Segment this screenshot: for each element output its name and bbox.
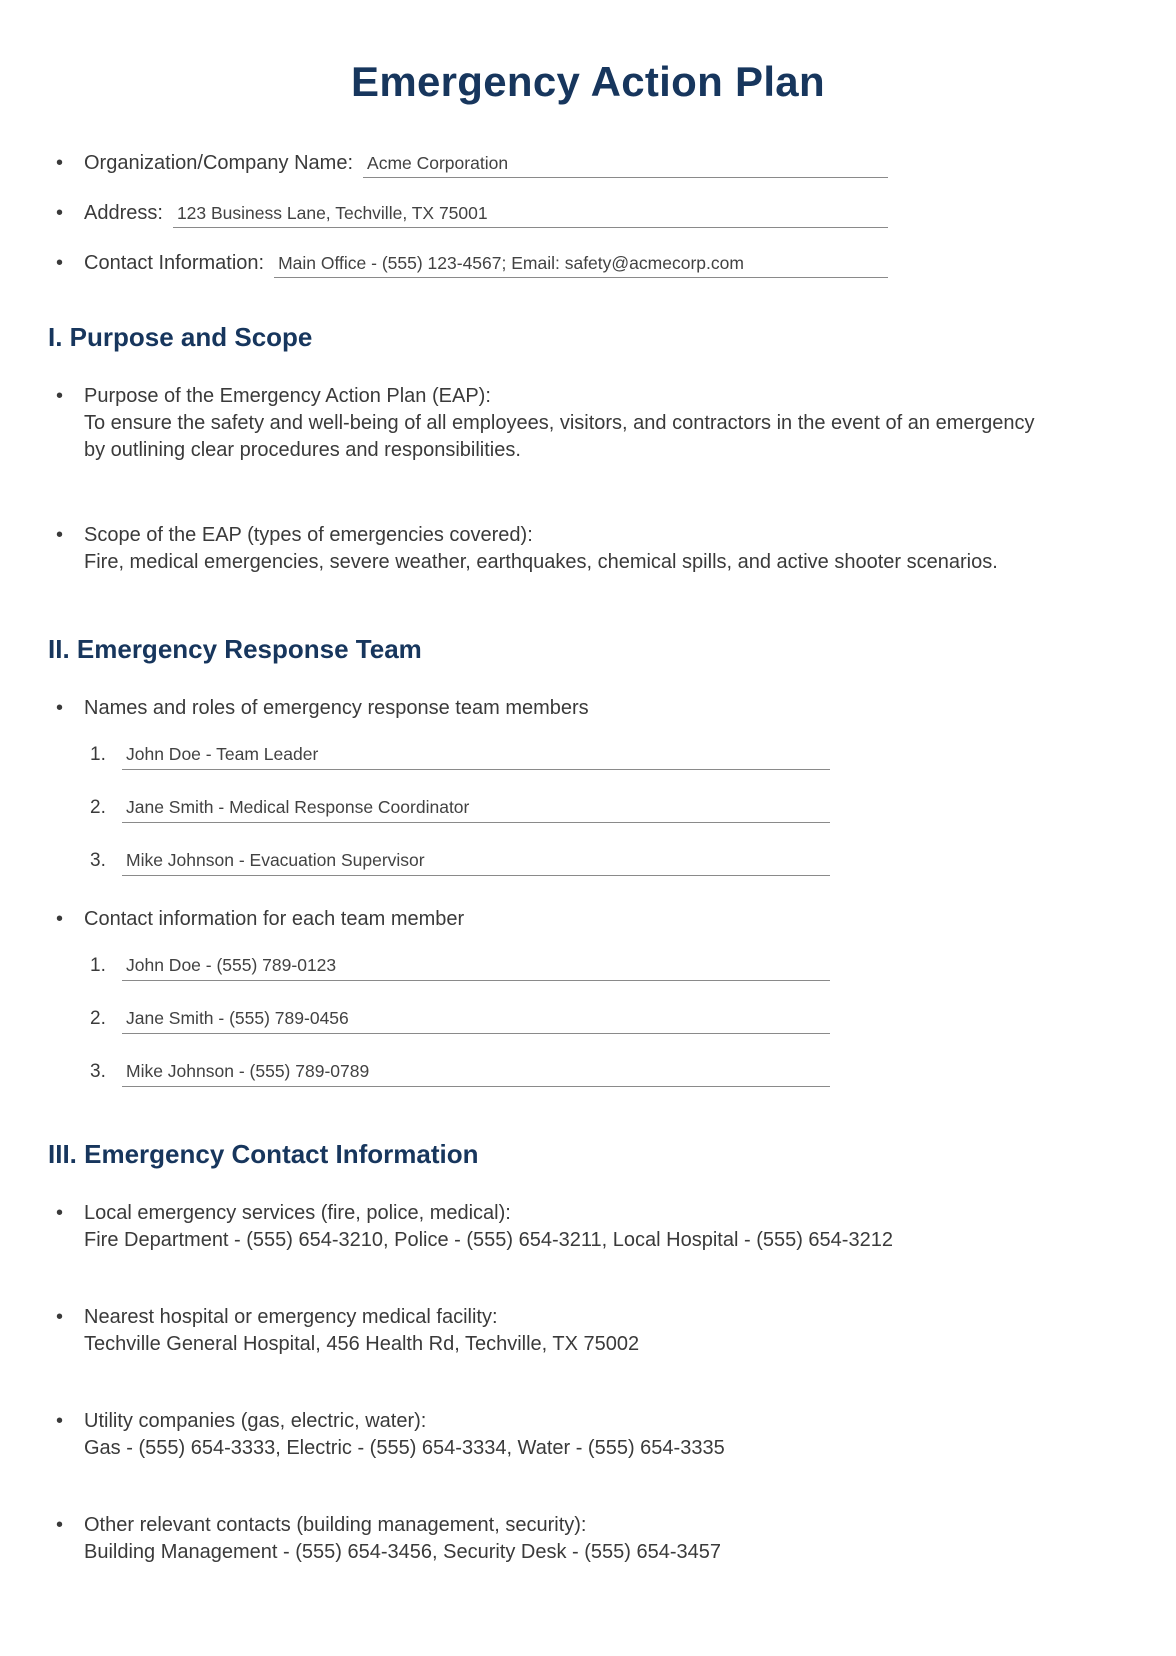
bullet-marker: [48, 697, 84, 720]
qa-block-scope: [48, 522, 1128, 576]
bullet-marker: [48, 152, 84, 175]
section-heading: II. Emergency Response Team: [48, 634, 422, 664]
item-value: Jane Smith - Medical Response Coordinator: [122, 797, 830, 823]
qa-answer: Techville General Hospital, 456 Health Rd, Techville, TX 75002: [84, 1333, 640, 1355]
qa-block-purpose: [48, 383, 1128, 464]
item-number: 1.: [90, 744, 106, 765]
qa-label: Other relevant contacts (building management, security):: [84, 1514, 587, 1536]
item-number: 3.: [90, 850, 106, 871]
item-value: Jane Smith - (555) 789-0456: [122, 1008, 830, 1034]
bullet-marker: [48, 1514, 84, 1537]
qa-label-row: [48, 522, 1128, 549]
field-label: Address:: [84, 202, 163, 224]
field-row-organization: [48, 152, 888, 178]
qa-label: Purpose of the Emergency Action Plan (EAP):: [84, 385, 491, 407]
field-row-contact: [48, 252, 888, 278]
field-value: 123 Business Lane, Techville, TX 75001: [173, 203, 888, 228]
bullet-marker: [48, 1202, 84, 1225]
bullet-marker: [48, 202, 84, 225]
item-value: Mike Johnson - (555) 789-0789: [122, 1061, 830, 1087]
bullet-marker: [48, 524, 84, 547]
section-emergency-response-team: [48, 634, 1128, 1087]
item-value: Mike Johnson - Evacuation Supervisor: [122, 850, 830, 876]
numbered-row: [90, 1061, 830, 1087]
qa-label-row: [48, 1408, 1128, 1435]
qa-label-row: [48, 695, 1128, 722]
qa-label-row: [48, 1200, 1128, 1227]
qa-answer: Gas - (555) 654-3333, Electric - (555) 654-3334, Water - (555) 654-3335: [84, 1437, 725, 1459]
bullet-marker: [48, 908, 84, 931]
qa-label: Scope of the EAP (types of emergencies covered):: [84, 524, 533, 546]
qa-label: Local emergency services (fire, police, medical):: [84, 1202, 511, 1224]
numbered-row: [90, 797, 830, 823]
item-number: 1.: [90, 955, 106, 976]
qa-block-local-services: [48, 1200, 1128, 1254]
bullet-marker: [48, 1410, 84, 1433]
section-heading: III. Emergency Contact Information: [48, 1139, 479, 1169]
field-label: Contact Information:: [84, 252, 265, 274]
qa-block-utility-companies: [48, 1408, 1128, 1462]
qa-answer: To ensure the safety and well-being of all employees, visitors, and contractors in the event of an emergency by outlining clear procedures and responsibilities.: [84, 412, 1035, 461]
item-number: 3.: [90, 1061, 106, 1082]
qa-block-nearest-hospital: [48, 1304, 1128, 1358]
qa-label: Nearest hospital or emergency medical facility:: [84, 1306, 498, 1328]
numbered-row: [90, 955, 830, 981]
qa-label: Contact information for each team member: [84, 908, 465, 930]
qa-label-row: [48, 1304, 1128, 1331]
qa-label: Utility companies (gas, electric, water):: [84, 1410, 427, 1432]
bullet-marker: [48, 385, 84, 408]
qa-answer: Building Management - (555) 654-3456, Security Desk - (555) 654-3457: [84, 1541, 722, 1563]
numbered-row: [90, 1008, 830, 1034]
numbered-list-team-names: [48, 744, 1128, 876]
qa-label-row: [48, 383, 1128, 410]
field-row-address: [48, 202, 888, 228]
item-value: John Doe - Team Leader: [122, 744, 830, 770]
item-number: 2.: [90, 797, 106, 818]
item-value: John Doe - (555) 789-0123: [122, 955, 830, 981]
field-value: Acme Corporation: [363, 153, 888, 178]
section-purpose-and-scope: [48, 322, 1128, 576]
header-fields: [48, 152, 1128, 278]
qa-block-other-contacts: [48, 1512, 1128, 1566]
bullet-marker: [48, 252, 84, 275]
section-emergency-contact-information: [48, 1139, 1128, 1566]
item-number: 2.: [90, 1008, 106, 1029]
qa-label-row: [48, 906, 1128, 933]
qa-answer: Fire, medical emergencies, severe weather, earthquakes, chemical spills, and active shooter scenarios.: [84, 551, 998, 573]
section-heading: I. Purpose and Scope: [48, 322, 313, 352]
qa-label: Names and roles of emergency response team members: [84, 697, 589, 719]
qa-answer: Fire Department - (555) 654-3210, Police - (555) 654-3211, Local Hospital - (555) 654-3212: [84, 1229, 893, 1251]
page-title: Emergency Action Plan: [351, 58, 825, 105]
bullet-marker: [48, 1306, 84, 1329]
numbered-row: [90, 744, 830, 770]
numbered-row: [90, 850, 830, 876]
qa-block-team-names: [48, 695, 1128, 876]
field-label: Organization/Company Name:: [84, 152, 354, 174]
qa-block-team-contacts: [48, 906, 1128, 1087]
qa-label-row: [48, 1512, 1128, 1539]
field-value: Main Office - (555) 123-4567; Email: safety@acmecorp.com: [274, 253, 888, 278]
numbered-list-team-contacts: [48, 955, 1128, 1087]
